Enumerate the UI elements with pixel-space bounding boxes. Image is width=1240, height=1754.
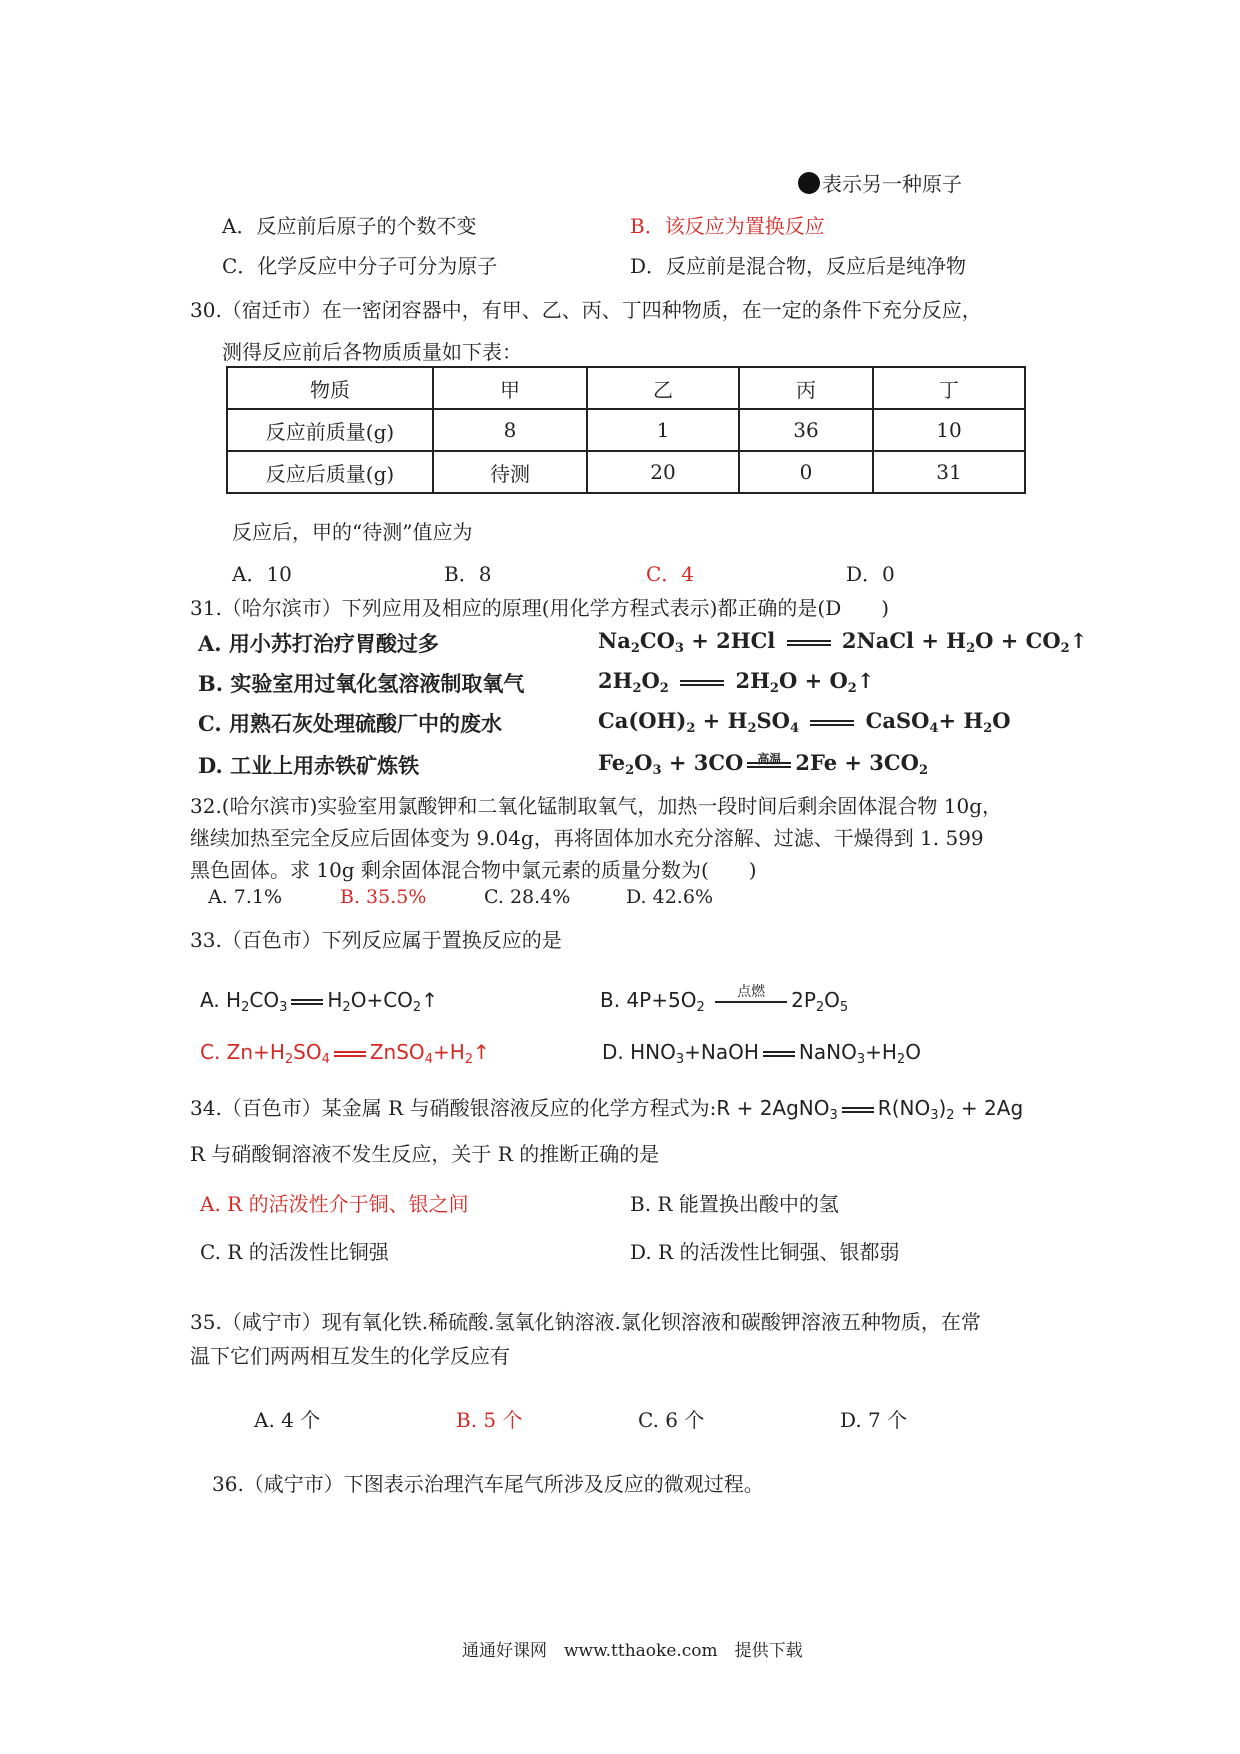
q31-option-b: B. 实验室用过氧化氢溶液制取氧气: [198, 671, 525, 696]
q34-option-d: D. R 的活泼性比铜强、银都弱: [630, 1240, 900, 1264]
q32-option-a: A. 7.1%: [208, 886, 283, 908]
q31-stem: 31.（哈尔滨市）下列应用及相应的原理(用化学方程式表示)都正确的是(D ): [190, 596, 890, 620]
q35-line2: 温下它们两两相互发生的化学反应有: [190, 1344, 510, 1368]
condition-ignite: 点燃: [737, 983, 766, 1000]
table-cell: 20: [587, 451, 739, 493]
table-cell: 31: [873, 451, 1025, 493]
table-cell: 待测: [433, 451, 587, 493]
q32-line1: 32.(哈尔滨市)实验室用氯酸钾和二氧化锰制取氧气，加热一段时间后剩余固体混合物 10g，: [190, 794, 1003, 818]
option-b-answer: B．该反应为置换反应: [630, 214, 825, 238]
q32-line3: 黑色固体。求 10g 剩余固体混合物中氯元素的质量分数为( ): [190, 858, 757, 882]
q31-equation-a: $Na_2CO_3 + 2HCl$ 2NaCl + $H_2O$ + $CO_2↑$: [598, 628, 1088, 656]
q30-stem-2: 测得反应前后各物质质量如下表：: [222, 340, 522, 364]
q33-stem: 33.（百色市）下列反应属于置换反应的是: [190, 928, 562, 952]
q31-equation-c: $Ca(OH)_2 + H_2SO_4$ CaSO$_4$+ $H_2O$: [598, 708, 1011, 736]
q30-option-c-answer: C．4: [646, 562, 695, 586]
option-d: D．反应前是混合物，反应后是纯净物: [630, 254, 967, 278]
table-cell: 10: [873, 409, 1025, 451]
q34-option-c: C. R 的活泼性比铜强: [200, 1240, 389, 1264]
q33-option-d: D. $HNO_3+NaOH$ $NaNO_3+H_2O$: [602, 1040, 921, 1067]
table-header-cell: 丁: [873, 367, 1025, 409]
option-a: A．反应前后原子的个数不变: [222, 214, 477, 238]
atom-legend: 表示另一种原子: [798, 168, 962, 197]
mass-table: [226, 366, 1026, 494]
q33-option-c-answer: C. $Zn+H_2SO_4$ $ZnSO_4+H_2↑$: [200, 1040, 490, 1067]
table-cell: 36: [739, 409, 873, 451]
table-header-row: [227, 367, 1025, 409]
q31-option-c: C. 用熟石灰处理硫酸厂中的废水: [198, 711, 502, 736]
q33-option-b: B. $4P+5O_2$ 点燃 $2P_2O_5$: [600, 988, 848, 1012]
q31-equation-d: $Fe_2O_3 + 3CO$ 高温 $2Fe + 3CO_2$: [598, 750, 928, 778]
q33-option-a: A. $H_2CO_3$ $H_2O+CO_2↑$: [200, 988, 438, 1015]
table-header-cell: 乙: [587, 367, 739, 409]
table-row: [227, 451, 1025, 493]
q35-option-d: D. 7 个: [840, 1408, 908, 1432]
table-cell: 反应前质量(g): [227, 409, 433, 451]
q35-option-a: A. 4 个: [254, 1408, 321, 1432]
q35-line1: 35.（咸宁市）现有氧化铁.稀硫酸.氢氧化钠溶液.氯化钡溶液和碳酸钾溶液五种物质，在常: [190, 1310, 981, 1334]
q32-option-c: C. 28.4%: [484, 886, 571, 908]
q34-option-a-answer: A. R 的活泼性介于铜、银之间: [200, 1192, 469, 1216]
page-footer: 通通好课网 www.tthaoke.com 提供下载: [462, 1641, 803, 1661]
table-cell: 1: [587, 409, 739, 451]
q30-option-d: D．0: [846, 562, 895, 586]
q34-option-b: B. R 能置换出酸中的氢: [630, 1192, 839, 1216]
q31-equation-b: $2H_2O_2$ $2H_2O$ + $O_2↑$: [598, 668, 875, 696]
table-row: [227, 409, 1025, 451]
q35-option-b-answer: B. 5 个: [456, 1408, 523, 1432]
q32-option-b-answer: B. 35.5%: [340, 886, 427, 908]
q36-stem: 36.（咸宁市）下图表示治理汽车尾气所涉及反应的微观过程。: [212, 1472, 764, 1496]
q30-stem: 30.（宿迁市）在一密闭容器中，有甲、乙、丙、丁四种物质，在一定的条件下充分反应，: [190, 298, 982, 322]
q31-option-a: A. 用小苏打治疗胃酸过多: [198, 631, 439, 656]
option-c: C．化学反应中分子可分为原子: [222, 254, 498, 278]
table-cell: 反应后质量(g): [227, 451, 433, 493]
table-cell: 8: [433, 409, 587, 451]
q30-question: 反应后，甲的“待测”值应为: [232, 520, 473, 544]
q32-option-d: D. 42.6%: [626, 886, 713, 908]
black-atom-icon: [798, 172, 820, 194]
table-header-cell: 丙: [739, 367, 873, 409]
q31-option-d: D. 工业上用赤铁矿炼铁: [198, 753, 420, 778]
q34-line2: R 与硝酸铜溶液不发生反应，关于 R 的推断正确的是: [190, 1142, 660, 1166]
q32-line2: 继续加热至完全反应后固体变为 9.04g，再将固体加水充分溶解、过滤、干燥得到 1. 599: [190, 826, 984, 850]
table-header-cell: 物质: [227, 367, 433, 409]
q35-option-c: C. 6 个: [638, 1408, 705, 1432]
q30-option-b: B．8: [444, 562, 492, 586]
q34-stem: 34.（百色市）某金属 R 与硝酸银溶液反应的化学方程式为:R + 2AgNO$_3$ $R(NO_3)_2 + 2Ag$: [190, 1096, 1024, 1123]
table-header-cell: 甲: [433, 367, 587, 409]
condition-high-temp: 高温: [757, 751, 782, 766]
q30-option-a: A．10: [232, 562, 292, 586]
table-cell: 0: [739, 451, 873, 493]
